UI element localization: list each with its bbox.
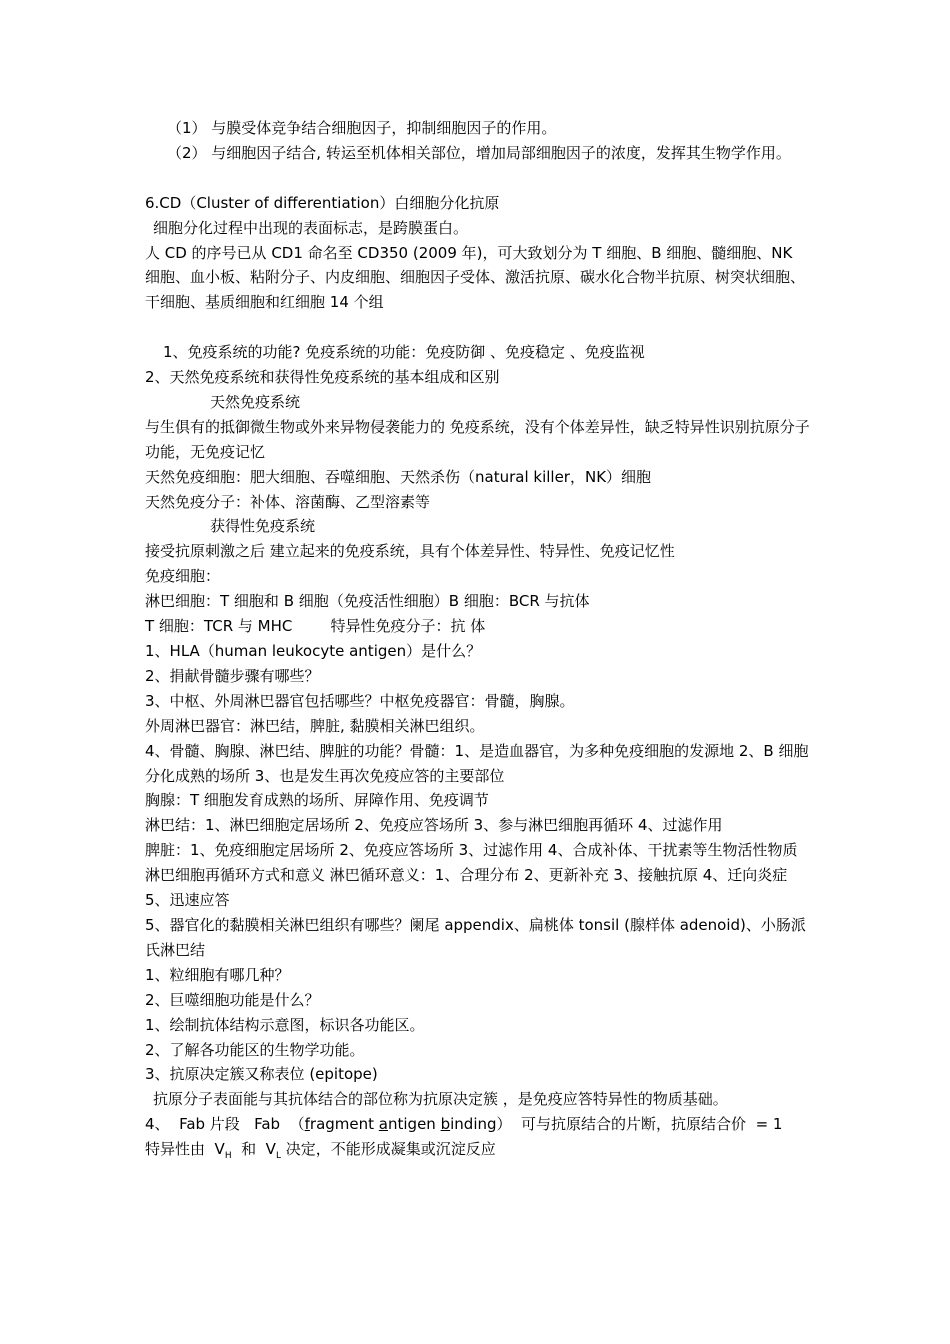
question-line: 3、中枢、外周淋巴器官包括哪些？中枢免疫器官：骨髓，胸腺。	[145, 691, 575, 710]
subscript-h: H	[224, 1151, 232, 1162]
text-line: 抗原分子表面能与其抗体结合的部位称为抗原决定簇 ，是免疫应答特异性的物质基础。	[153, 1090, 728, 1109]
text-span: ragment	[309, 1115, 379, 1134]
text-span: 和 V	[231, 1140, 276, 1159]
text-line: T 细胞：TCR 与 MHC 特异性免疫分子：抗 体	[145, 617, 486, 636]
text-line: 天然免疫细胞：肥大细胞、吞噬细胞、天然杀伤（natural killer，NK）细胞	[145, 467, 652, 486]
blank-line	[145, 315, 810, 340]
question-line: 3、抗原决定簇又称表位 (epitope)	[145, 1065, 378, 1084]
question-line: 1、免疫系统的功能? 免疫系统的功能：免疫防御 、免疫稳定 、免疫监视	[163, 343, 645, 362]
question-line: 2、了解各功能区的生物学功能。	[145, 1040, 365, 1059]
text-line: 淋巴细胞：T 细胞和 B 细胞（免疫活性细胞）B 细胞：BCR 与抗体	[145, 592, 590, 611]
subheading: 获得性免疫系统	[210, 517, 316, 536]
underlined-letter: a	[378, 1115, 388, 1134]
text-line: 胸腺：T 细胞发育成熟的场所、屏障作用、免疫调节	[145, 791, 489, 810]
text-line: 外周淋巴器官：淋巴结，脾脏, 黏膜相关淋巴组织。	[145, 716, 485, 735]
text-span: ntigen	[388, 1115, 441, 1134]
text-line: 天然免疫分子：补体、溶菌酶、乙型溶素等	[145, 492, 431, 511]
underlined-letter: f	[304, 1115, 310, 1134]
question-line: 1、粒细胞有哪几种？	[145, 965, 290, 984]
text-line: 淋巴结：1、淋巴细胞定居场所 2、免疫应答场所 3、参与淋巴细胞再循环 4、过滤作用	[145, 816, 723, 835]
question-line: 2、捐献骨髓步骤有哪些？	[145, 666, 320, 685]
blank-line	[145, 166, 810, 191]
underlined-letter: b	[440, 1115, 451, 1134]
document-body	[145, 116, 810, 1169]
subscript-l: L	[275, 1151, 281, 1162]
text-line: 接受抗原刺激之后 建立起来的免疫系统，具有个体差异性、特异性、免疫记忆性	[145, 542, 675, 561]
question-line: 4、骨髓、胸腺、淋巴结、脾脏的功能？骨髓：1、是造血器官，为多种免疫细胞的发源地 2、B 细胞分化成熟的场所 3、也是发生再次免疫应答的主要部位	[145, 741, 809, 785]
text-span: 特异性由 V	[145, 1140, 225, 1159]
question-line: 2、巨噬细胞功能是什么？	[145, 990, 320, 1009]
text-paragraph: 淋巴细胞再循环方式和意义 淋巴循环意义：1、合理分布 2、更新补充 3、接触抗原 4、迁向炎症 5、迅速应答	[145, 866, 788, 910]
text-line: （1） 与膜受体竞争结合细胞因子，抑制细胞因子的作用。	[167, 119, 557, 137]
section-heading-cd: 6.CD（Cluster of differentiation）白细胞分化抗原	[145, 193, 500, 212]
text-paragraph: 脾脏：1、免疫细胞定居场所 2、免疫应答场所 3、过滤作用 4、合成补体、干扰素等生物活性物质	[145, 841, 798, 860]
question-line: 1、HLA（human leukocyte antigen）是什么？	[145, 642, 482, 660]
text-span: 决定，不能形成凝集或沉淀反应	[280, 1140, 496, 1159]
question-line: 5、器官化的黏膜相关淋巴组织有哪些？阑尾 appendix、扁桃体 tonsil (腺样体 adenoid)、小肠派氏淋巴结	[145, 915, 806, 959]
text-line: 细胞分化过程中出现的表面标志，是跨膜蛋白。	[153, 218, 469, 237]
question-line: 2、天然免疫系统和获得性免疫系统的基本组成和区别	[145, 368, 500, 387]
specificity-line	[145, 1137, 810, 1169]
fab-definition-line	[145, 1112, 810, 1137]
subheading: 天然免疫系统	[210, 392, 301, 411]
text-line: （2） 与细胞因子结合, 转运至机体相关部位，增加局部细胞因子的浓度，发挥其生物学作用。	[167, 143, 791, 162]
text-span: 4、 Fab 片段 Fab （	[145, 1115, 305, 1134]
text-line: 免疫细胞：	[145, 567, 221, 586]
text-span: inding） 可与抗原结合的片断，抗原结合价 = 1	[450, 1115, 783, 1134]
question-line: 1、绘制抗体结构示意图，标识各功能区。	[145, 1015, 425, 1034]
text-paragraph: 与生俱有的抵御微生物或外来异物侵袭能力的 免疫系统，没有个体差异性，缺乏特异性识别抗原分子功能，无免疫记忆	[145, 417, 810, 461]
text-paragraph: 人 CD 的序号已从 CD1 命名至 CD350 (2009 年)，可大致划分为 T 细胞、B 细胞、髓细胞、NK 细胞、血小板、粘附分子、内皮细胞、细胞因子受体、激活抗原、碳水化合物半抗原、树突状细胞、干细胞、基质细胞和红细胞 14 个组	[145, 243, 806, 312]
